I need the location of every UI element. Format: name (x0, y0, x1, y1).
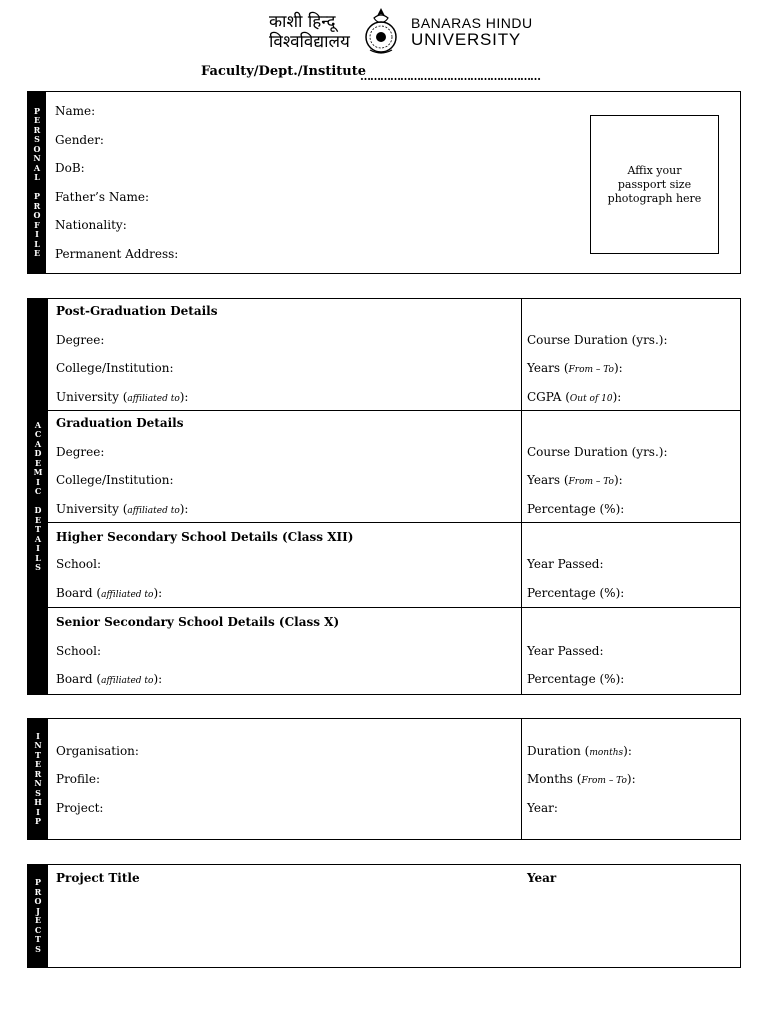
xii-affiliated-text: affiliated to (101, 590, 154, 600)
personal-side-letter-1: E (33, 115, 41, 125)
pg-university-close: ): (179, 390, 189, 404)
pg-ug-divider (48, 410, 741, 411)
pg-from-to-text: From – To (568, 365, 614, 375)
pg-years-text: Years ( (527, 361, 569, 375)
ug-years-close: ): (613, 473, 623, 487)
personal-side-letter-14: L (34, 238, 40, 249)
projects-side-letter-6: T (35, 934, 41, 944)
xii-x-divider (48, 607, 741, 608)
internship-months-label (527, 772, 636, 786)
pg-years-close: ): (613, 361, 623, 375)
projects-side-letter-0: P (34, 877, 41, 887)
profile-label: Profile: (56, 772, 101, 786)
internship-side-label (28, 719, 48, 839)
pg-out-of-text: Out of 10 (569, 394, 613, 404)
pg-duration-label: Course Duration (yrs.): (527, 333, 668, 347)
hindi-name-line1: काशी हिन्दू (269, 12, 336, 32)
personal-side-letter-9: P (33, 191, 40, 201)
personal-side-letter-11: O (33, 210, 41, 220)
xii-title: Higher Secondary School Details (Class XII) (56, 530, 354, 544)
academic-side-letter-2: A (34, 438, 42, 449)
xii-board-text: Board ( (56, 586, 102, 600)
ug-university-text: University ( (56, 502, 128, 516)
photo-placeholder (590, 115, 719, 254)
projects-side-letter-5: C (34, 924, 42, 935)
x-board-close: ): (153, 672, 163, 686)
ug-years-text: Years ( (527, 473, 569, 487)
faculty-blank-line: ……………………………………………… (360, 70, 540, 83)
photo-instruction: Affix your passport size photograph here (607, 163, 702, 205)
personal-side-letter-6: A (33, 162, 41, 173)
projects-side-letter-7: S (35, 943, 41, 954)
ug-university-label (56, 502, 188, 516)
academic-side-letter-6: I (36, 476, 40, 487)
pg-cgpa-label (527, 390, 621, 404)
nationality-field-label: Nationality: (55, 218, 127, 232)
internship-side-letter-9: P (34, 816, 41, 826)
academic-side-letter-15: S (35, 562, 41, 572)
ug-university-close: ): (179, 502, 189, 516)
academic-side-letter-1: C (34, 429, 42, 439)
academic-side-letter-3: D (34, 448, 42, 458)
projects-side-letter-2: O (34, 896, 42, 906)
internship-months-close: ): (626, 772, 636, 786)
hindi-name-line2: विश्वविद्यालय (269, 32, 350, 52)
internship-column-divider (521, 718, 522, 840)
father-name-field-label: Father’s Name: (55, 190, 150, 204)
pg-cgpa-close: ): (612, 390, 622, 404)
internship-side-letter-6: S (35, 787, 41, 798)
internship-side-letter-4: R (34, 768, 42, 779)
x-year-passed-label: Year Passed: (527, 644, 604, 658)
x-board-label (56, 672, 162, 686)
academic-side-letter-12: A (34, 533, 42, 544)
xii-school-label: School: (56, 557, 101, 571)
personal-side-letter-15: E (33, 248, 41, 258)
academic-side-letter-5: M (33, 467, 43, 477)
projects-side-letter-1: R (34, 886, 42, 897)
projects-side-letter-4: E (34, 915, 42, 925)
personal-side-letter-13: I (35, 229, 39, 239)
academic-side-letter-14: L (35, 552, 41, 563)
internship-duration-label (527, 744, 632, 758)
academic-side-letter-10: E (34, 514, 42, 525)
academic-side-letter-11: T (35, 524, 41, 534)
projects-side-label (28, 865, 48, 967)
internship-duration-close: ): (623, 744, 632, 758)
project-year-header: Year (527, 871, 557, 885)
project-title-header: Project Title (56, 871, 140, 885)
academic-column-divider (521, 298, 522, 695)
english-name-line1: BANARAS HINDU (411, 15, 533, 31)
internship-side-letter-5: N (34, 778, 42, 788)
personal-side-letter-2: R (33, 124, 41, 135)
organisation-label: Organisation: (56, 744, 139, 758)
pg-title: Post-Graduation Details (56, 304, 218, 318)
ug-years-label (527, 473, 623, 487)
internship-duration-text: Duration ( (527, 744, 590, 758)
xii-year-passed-label: Year Passed: (527, 557, 604, 571)
internship-side-letter-3: E (34, 759, 42, 769)
personal-side-letter-10: R (33, 200, 41, 211)
x-affiliated-text: affiliated to (101, 676, 154, 686)
xii-board-close: ): (153, 586, 163, 600)
pg-cgpa-text: CGPA ( (527, 390, 570, 404)
academic-side-letter-7: C (34, 486, 42, 496)
internship-side-letter-8: I (36, 806, 40, 817)
personal-side-letter-3: S (34, 134, 40, 144)
academic-side-letter-9: D (34, 505, 42, 515)
academic-side-letter-0: A (34, 419, 42, 430)
ug-college-label: College/Institution: (56, 473, 174, 487)
x-percentage-label: Percentage (%): (527, 672, 625, 686)
ug-title: Graduation Details (56, 416, 184, 430)
ug-from-to-text: From – To (568, 477, 614, 487)
pg-university-label (56, 390, 188, 404)
academic-side-letter-4: E (34, 457, 42, 468)
permanent-address-field-label: Permanent Address: (55, 247, 179, 261)
personal-side-letter-4: O (33, 143, 41, 154)
gender-field-label: Gender: (55, 133, 104, 147)
internship-year-label: Year: (527, 801, 558, 815)
x-title: Senior Secondary School Details (Class X) (56, 615, 340, 629)
internship-side-letter-7: H (34, 797, 42, 807)
ug-affiliated-text: affiliated to (127, 506, 180, 516)
personal-side-letter-12: F (34, 219, 40, 230)
x-school-label: School: (56, 644, 101, 658)
projects-side-letter-3: J (36, 905, 40, 916)
personal-side-letter-7: L (34, 172, 40, 182)
pg-years-label (527, 361, 623, 375)
ug-xii-divider (48, 522, 741, 523)
pg-degree-label: Degree: (56, 333, 105, 347)
faculty-label: Faculty/Dept./Institute (201, 64, 366, 79)
academic-details-section (27, 298, 741, 695)
ug-duration-label: Course Duration (yrs.): (527, 445, 668, 459)
english-name-line2: UNIVERSITY (411, 30, 522, 49)
academic-details-side-label (28, 299, 48, 694)
internship-from-to-text: From – To (581, 776, 627, 786)
personal-profile-side-label (28, 92, 46, 273)
x-board-text: Board ( (56, 672, 102, 686)
pg-affiliated-text: affiliated to (127, 394, 180, 404)
internship-months-italic: months (589, 748, 624, 758)
pg-college-label: College/Institution: (56, 361, 174, 375)
internship-side-letter-1: N (34, 740, 42, 750)
academic-side-letter-13: I (36, 543, 40, 553)
xii-percentage-label: Percentage (%): (527, 586, 625, 600)
name-field-label: Name: (55, 104, 96, 118)
personal-side-letter-0: P (33, 105, 40, 116)
internship-side-letter-2: T (35, 749, 41, 760)
pg-university-text: University ( (56, 390, 128, 404)
ug-degree-label: Degree: (56, 445, 105, 459)
dob-field-label: DoB: (55, 161, 85, 175)
xii-board-label (56, 586, 162, 600)
ug-percentage-label: Percentage (%): (527, 502, 625, 516)
university-emblem (362, 6, 400, 56)
internship-side-letter-0: I (36, 730, 40, 741)
personal-side-letter-5: N (33, 153, 41, 163)
project-label: Project: (56, 801, 104, 815)
internship-months-text: Months ( (527, 772, 582, 786)
